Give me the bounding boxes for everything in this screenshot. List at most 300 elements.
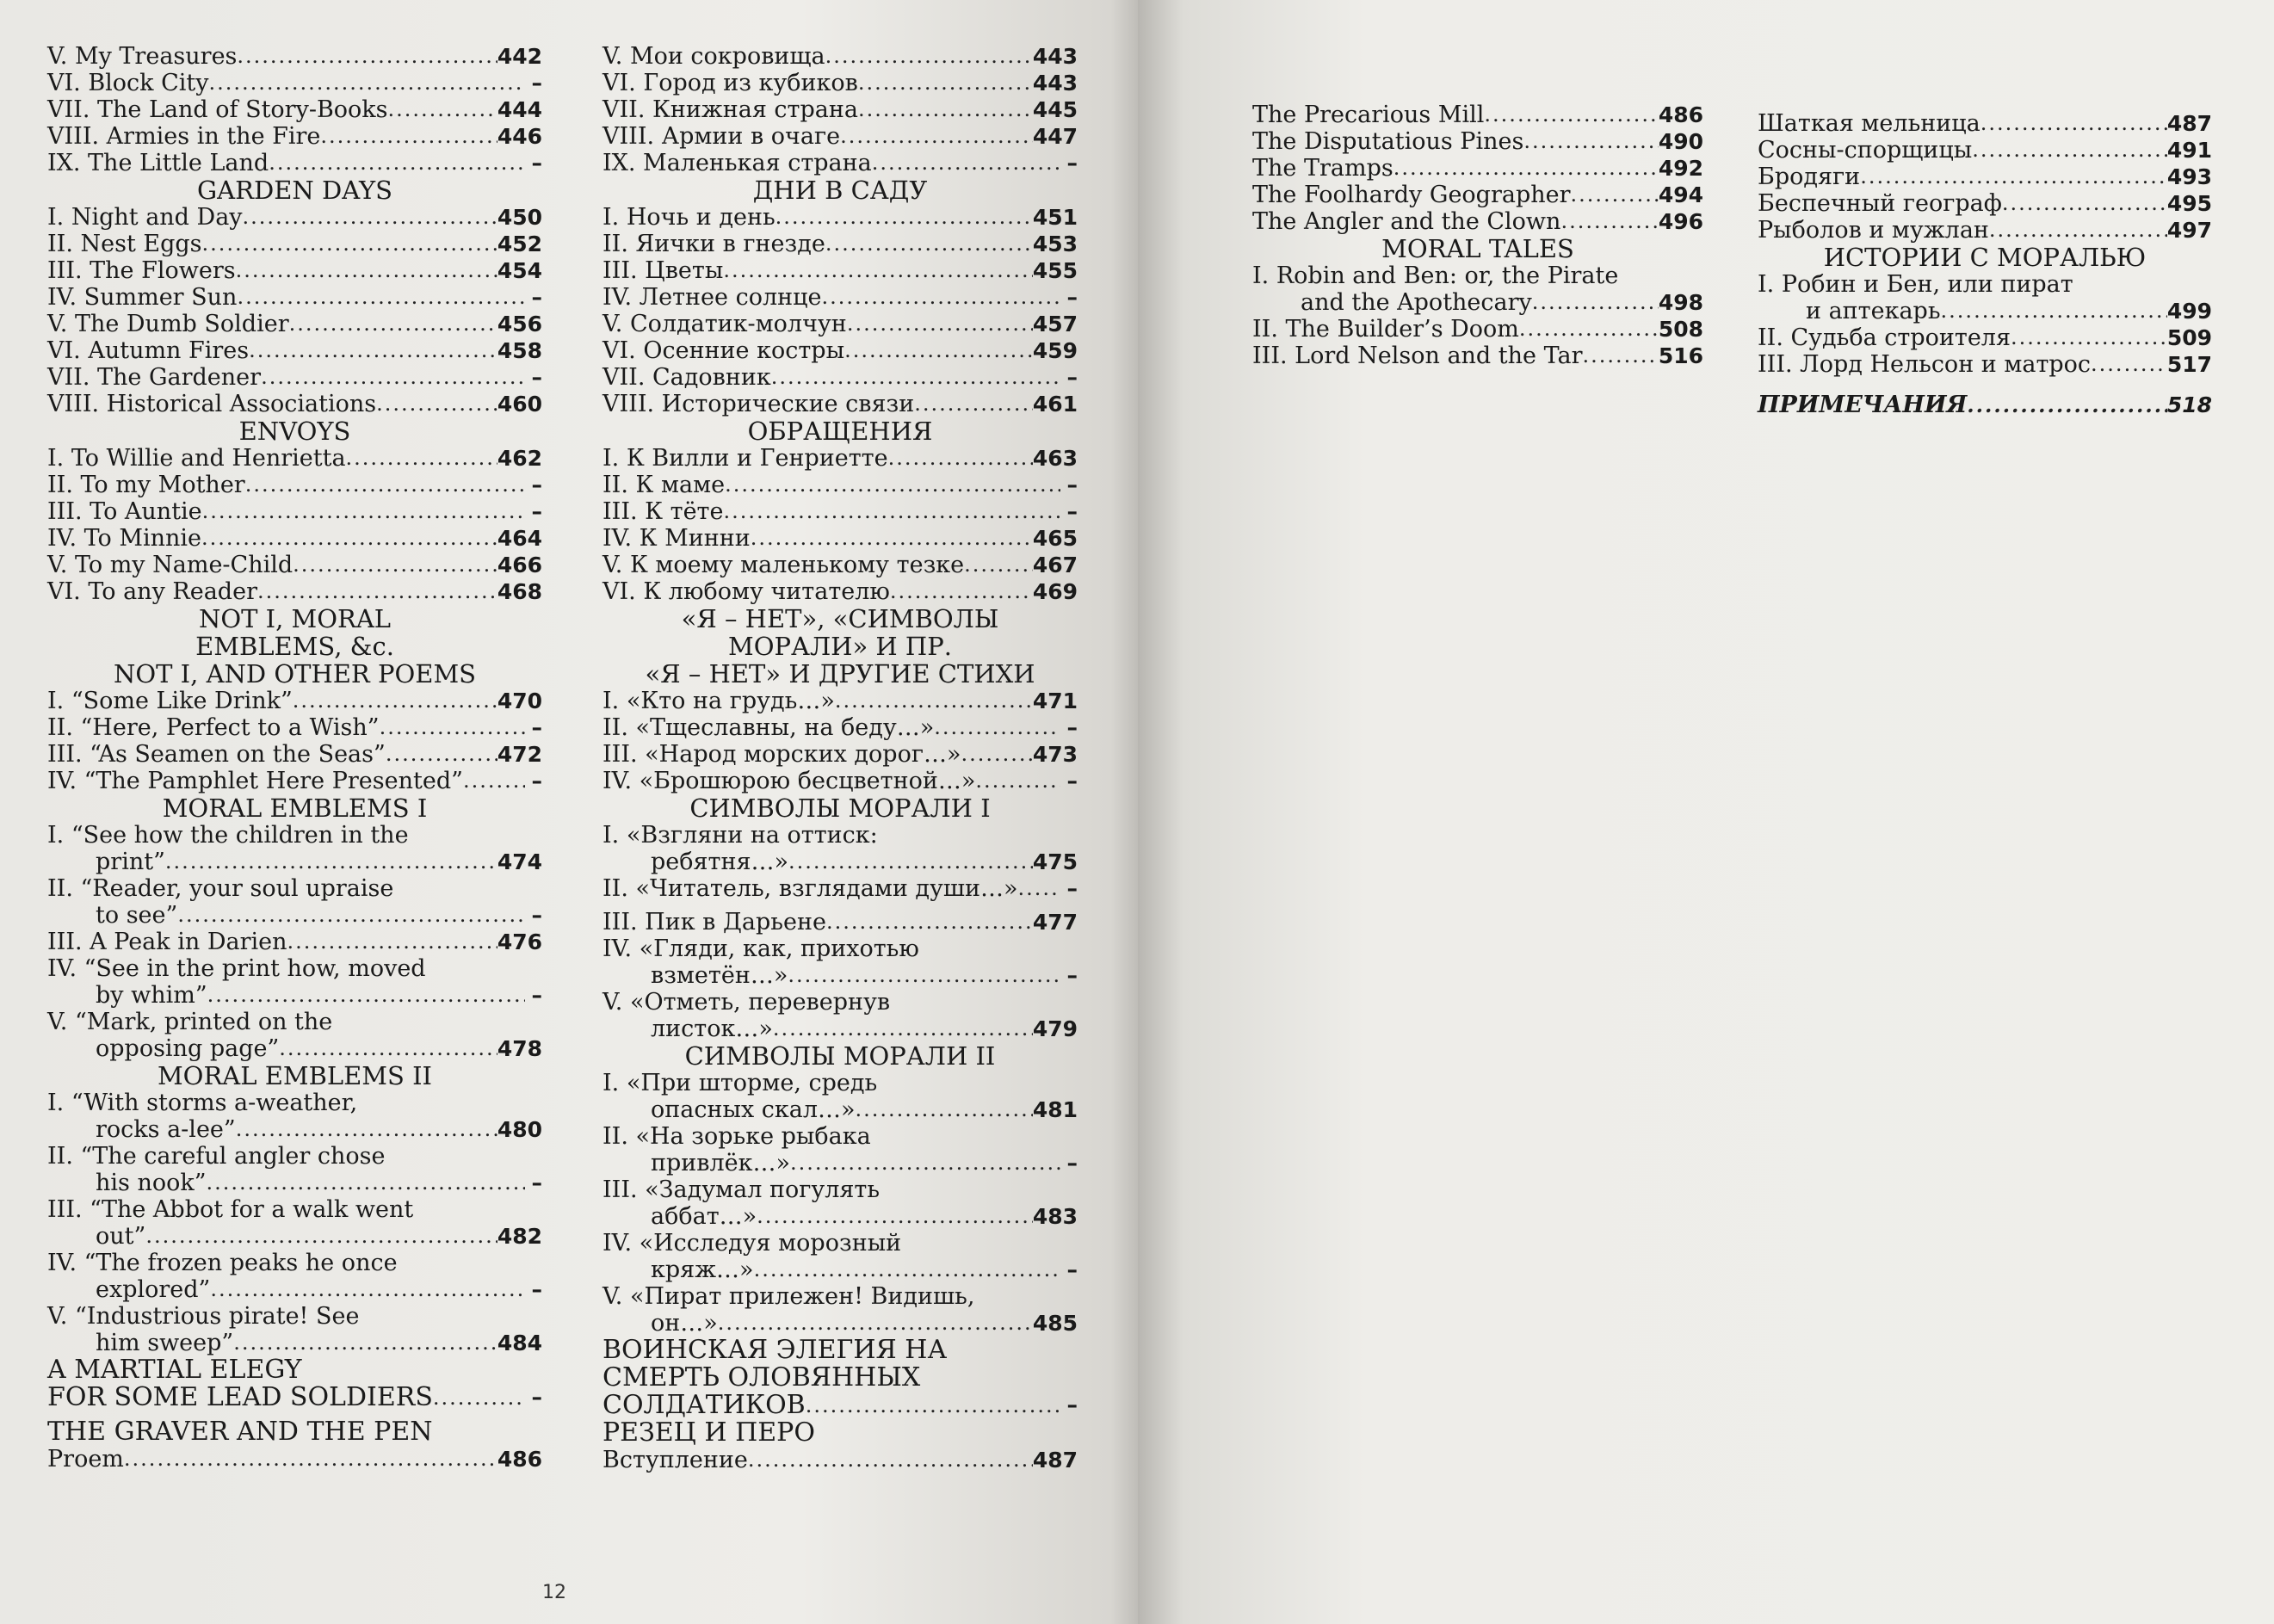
toc-page-number: 454 <box>497 258 542 283</box>
toc-entry-line <box>47 1250 542 1276</box>
toc-page-number: – <box>531 715 542 740</box>
dot-leader <box>293 688 497 714</box>
toc-entry-title: VII. The Gardener <box>47 364 262 391</box>
toc-entry <box>602 688 1078 714</box>
toc-page-number: – <box>531 903 542 928</box>
dot-leader <box>2091 351 2167 378</box>
dot-leader <box>821 284 1060 311</box>
toc-entry <box>602 525 1078 552</box>
toc-entry-title: II. To my Mother <box>47 472 245 498</box>
toc-page-number: – <box>531 1385 542 1410</box>
toc-page-number: 472 <box>497 742 542 767</box>
toc-entry <box>1252 102 1703 128</box>
toc-entry <box>1758 164 2212 190</box>
section-heading: MORAL EMBLEMS I <box>162 793 428 823</box>
dot-leader <box>380 714 525 741</box>
toc-entry-title: opposing page” <box>96 1035 280 1062</box>
toc-entry-title: III. The Flowers <box>47 257 236 284</box>
toc-entry <box>47 1170 542 1196</box>
dot-leader <box>257 578 497 605</box>
toc-entry-title: III. To Auntie <box>47 498 202 525</box>
section-heading: EMBLEMS, &c. <box>195 632 394 661</box>
toc-page-number: 485 <box>1032 1311 1078 1336</box>
toc-entry <box>1252 343 1703 369</box>
toc-entry <box>1758 190 2212 217</box>
toc-entry-title: привлёк…» <box>651 1150 790 1176</box>
toc-entry-title: VI. Город из кубиков <box>602 70 858 96</box>
toc-page-number: – <box>1066 1257 1078 1282</box>
toc-entry-title: II. Судьба строителя <box>1758 324 2011 351</box>
dot-leader <box>279 1035 497 1062</box>
toc-entry-title: II. The Builder’s Doom <box>1252 316 1519 343</box>
toc-entry <box>602 284 1078 311</box>
toc-entry-title: Шаткая мельница <box>1758 110 1980 137</box>
toc-entry <box>602 962 1078 989</box>
dot-leader <box>844 337 1033 364</box>
toc-entry-title: The Foolhardy Geographer <box>1252 182 1571 208</box>
dot-leader <box>806 1392 1060 1419</box>
toc-entry-title: III. “As Seamen on the Seas” <box>47 741 386 768</box>
toc-page-number: 459 <box>1032 338 1078 363</box>
toc-entry-title: опасных скал…» <box>651 1096 856 1123</box>
toc-entry <box>47 929 542 955</box>
toc-entry-title: The Precarious Mill <box>1252 102 1485 128</box>
dot-leader <box>346 445 497 472</box>
toc-page-number: – <box>531 71 542 96</box>
toc-entry <box>1252 128 1703 155</box>
toc-entry <box>602 364 1078 391</box>
toc-entry-title: his nook” <box>96 1170 207 1196</box>
toc-entry <box>602 1096 1078 1123</box>
toc-entry-title: IV. К Минни <box>602 525 751 552</box>
toc-entry <box>602 578 1078 605</box>
toc-page-number: 468 <box>497 579 542 604</box>
toc-entry <box>47 231 542 257</box>
toc-page-number: 477 <box>1032 910 1078 935</box>
toc-entry <box>602 552 1078 578</box>
dot-leader <box>872 150 1060 176</box>
toc-page-number: 493 <box>2166 164 2212 189</box>
dot-leader <box>1484 102 1658 128</box>
toc-entry-title: by whim” <box>96 982 207 1009</box>
toc-entry <box>47 902 542 929</box>
section-heading: СИМВОЛЫ МОРАЛИ II <box>684 1041 996 1071</box>
toc-entry-title: IX. The Little Land <box>47 150 269 176</box>
toc-entry <box>47 150 542 176</box>
toc-entry-title: VIII. Исторические связи <box>602 391 915 417</box>
toc-entry-title: VII. The Land of Story-Books <box>47 96 388 123</box>
toc-entry-line <box>602 822 1078 849</box>
toc-entry <box>1252 155 1703 182</box>
toc-entry <box>47 391 542 417</box>
toc-page-number: 450 <box>497 205 542 230</box>
toc-entry-title: II. “The careful angler chose <box>47 1143 386 1170</box>
toc-page-number: 469 <box>1032 579 1078 604</box>
toc-entry <box>602 391 1078 417</box>
dot-leader <box>269 150 525 176</box>
dot-leader <box>773 1016 1033 1042</box>
toc-page-number: 509 <box>2166 325 2212 350</box>
dot-leader <box>725 472 1060 498</box>
toc-entry <box>602 150 1078 176</box>
section-heading: СИМВОЛЫ МОРАЛИ I <box>689 793 991 823</box>
toc-entry-title: аббат…» <box>651 1203 757 1230</box>
toc-entry <box>602 231 1078 257</box>
dot-leader <box>202 231 497 257</box>
toc-entry-title: The Tramps <box>1252 155 1393 182</box>
toc-entry-title: II. «На зорьке рыбака <box>602 1123 871 1150</box>
toc-entry-title: II. “Reader, your soul upraise <box>47 875 394 902</box>
toc-entry <box>602 43 1078 70</box>
toc-page-number: 467 <box>1032 553 1078 577</box>
page-number: 12 <box>542 1582 566 1603</box>
dot-leader <box>1972 137 2167 164</box>
dot-leader <box>840 123 1033 150</box>
toc-entry-title: IV. Summer Sun <box>47 284 238 311</box>
toc-entry-line <box>47 822 542 849</box>
section-title: A MARTIAL ELEGY <box>47 1355 302 1385</box>
toc-entry-title: FOR SOME LEAD SOLDIERS <box>47 1382 433 1412</box>
toc-entry-title: ПРИМЕЧАНИЯ <box>1758 392 1968 418</box>
dot-leader <box>2011 324 2167 351</box>
toc-entry-title: The Disputatious Pines <box>1252 128 1524 155</box>
dot-leader <box>858 96 1033 123</box>
toc-entry-title: Вступление <box>602 1447 748 1473</box>
toc-entry-title: print” <box>96 849 165 875</box>
section-heading: МОРАЛИ» И ПР. <box>728 632 952 661</box>
toc-entry-title: V. The Dumb Soldier <box>47 311 289 337</box>
dot-leader <box>201 525 497 552</box>
toc-page-number: 480 <box>497 1117 542 1142</box>
toc-page-number: 460 <box>497 392 542 417</box>
toc-page-number: 470 <box>497 689 542 713</box>
toc-entry-line <box>602 1123 1078 1150</box>
toc-page-number: – <box>1066 285 1078 310</box>
toc-page-number: 486 <box>1658 102 1703 127</box>
toc-entry <box>47 525 542 552</box>
toc-entry-line <box>602 1070 1078 1096</box>
toc-entry <box>602 498 1078 525</box>
dot-leader <box>825 231 1033 257</box>
toc-page-number: 518 <box>2166 392 2212 417</box>
toc-entry-title: II. Nest Eggs <box>47 231 202 257</box>
toc-entry <box>602 849 1078 875</box>
toc-entry <box>47 768 542 794</box>
toc-page-number: 466 <box>497 553 542 577</box>
dot-leader <box>177 902 525 929</box>
toc-page-number: 461 <box>1032 392 1078 417</box>
section-heading: «Я – НЕТ» И ДРУГИЕ СТИХИ <box>645 659 1035 689</box>
dot-leader <box>376 391 497 417</box>
toc-page-number: 483 <box>1032 1204 1078 1229</box>
dot-leader <box>249 337 497 364</box>
toc-entry-line <box>602 1283 1078 1310</box>
toc-entry-title: him sweep” <box>96 1330 234 1356</box>
toc-entry <box>47 552 542 578</box>
dot-leader <box>790 1150 1060 1176</box>
toc-entry-title: II. «Тщеславны, на беду…» <box>602 714 935 741</box>
toc-entry <box>602 445 1078 472</box>
toc-entry-title: III. A Peak in Darien <box>47 929 287 955</box>
toc-entry <box>602 741 1078 768</box>
dot-leader <box>1532 289 1659 316</box>
dot-leader <box>245 472 525 498</box>
dot-leader <box>788 962 1060 989</box>
dot-leader <box>751 525 1033 552</box>
toc-page-number: 474 <box>497 849 542 874</box>
toc-page-number: – <box>1066 365 1078 390</box>
toc-entry-title: Бродяги <box>1758 164 1861 190</box>
toc-page-number: – <box>531 769 542 793</box>
dot-leader <box>210 1276 525 1303</box>
toc-entry <box>1252 208 1703 235</box>
toc-column-russian <box>602 43 1078 1473</box>
toc-page-number: 462 <box>497 446 542 471</box>
toc-entry-title: IV. «Исследуя морозный <box>602 1230 902 1257</box>
dot-leader <box>1989 217 2167 244</box>
toc-entry-title: V. Солдатик-молчун <box>602 311 847 337</box>
dot-leader <box>934 714 1060 741</box>
toc-page-number: – <box>531 499 542 524</box>
toc-entry-title: II. К маме <box>602 472 726 498</box>
toc-entry-title: Сосны-спорщицы <box>1758 137 1973 164</box>
toc-column-russian <box>1758 110 2212 418</box>
spacer <box>1758 378 2212 385</box>
toc-entry <box>47 498 542 525</box>
toc-page-number: – <box>1066 1151 1078 1176</box>
dot-leader <box>1519 316 1659 343</box>
toc-entry <box>602 1150 1078 1176</box>
toc-entry-line <box>47 875 542 902</box>
toc-entry <box>1252 289 1703 316</box>
toc-entry <box>47 1035 542 1062</box>
dot-leader <box>1860 164 2167 190</box>
toc-entry-title: I. «Взгляни на оттиск: <box>602 822 878 849</box>
toc-page-number: 445 <box>1032 97 1078 122</box>
toc-page-number: – <box>1066 1392 1078 1417</box>
toc-entry-title: III. Цветы <box>602 257 724 284</box>
dot-leader <box>236 1116 497 1143</box>
toc-entry <box>47 1276 542 1303</box>
dot-leader <box>1571 182 1659 208</box>
toc-entry-title: IV. “The frozen peaks he once <box>47 1250 398 1276</box>
dot-leader <box>975 768 1060 794</box>
toc-entry-title: он…» <box>651 1310 718 1337</box>
toc-entry <box>47 472 542 498</box>
toc-page-number: 458 <box>497 338 542 363</box>
dot-leader <box>718 1310 1033 1337</box>
section-heading: GARDEN DAYS <box>197 176 392 205</box>
toc-page-number: 457 <box>1032 312 1078 337</box>
toc-entry-line <box>47 1009 542 1035</box>
toc-entry-title: IV. To Minnie <box>47 525 202 552</box>
toc-entry-title: VIII. Historical Associations <box>47 391 377 417</box>
dot-leader <box>386 741 497 768</box>
toc-page-number: – <box>531 472 542 497</box>
toc-page-number: 498 <box>1658 290 1703 315</box>
dot-leader <box>463 768 525 794</box>
dot-leader <box>388 96 497 123</box>
toc-entry-title: I. «При шторме, средь <box>602 1070 878 1096</box>
toc-page-number: – <box>1066 769 1078 793</box>
section-heading: ENVOYS <box>238 417 351 446</box>
toc-page-number: 487 <box>2166 111 2212 136</box>
toc-entry <box>47 204 542 231</box>
toc-page-number: – <box>1066 715 1078 740</box>
toc-entry-title: СОЛДАТИКОВ <box>602 1390 806 1420</box>
dot-leader <box>723 498 1060 525</box>
dot-leader <box>237 284 525 311</box>
toc-page-number: 497 <box>2166 218 2212 243</box>
toc-entry-title: explored” <box>96 1276 211 1303</box>
toc-page-number: – <box>1066 876 1078 901</box>
toc-entry <box>1758 137 2212 164</box>
toc-entry-title: to see” <box>96 902 178 929</box>
toc-entry <box>1758 298 2212 324</box>
toc-entry <box>602 337 1078 364</box>
toc-entry-title: V. “Industrious pirate! See <box>47 1303 360 1330</box>
dot-leader <box>237 43 497 70</box>
toc-page-number: – <box>1066 472 1078 497</box>
toc-entry-title: IV. Летнее солнце <box>602 284 822 311</box>
toc-page-number: 481 <box>1032 1097 1078 1122</box>
section-title: РЕЗЕЦ И ПЕРО <box>602 1417 815 1448</box>
section-heading: «Я – НЕТ», «СИМВОЛЫ <box>681 604 999 633</box>
dot-leader <box>835 688 1033 714</box>
dot-leader <box>243 204 497 231</box>
dot-leader <box>207 1170 525 1196</box>
toc-page-number: 517 <box>2166 352 2212 377</box>
toc-entry-title: VIII. Армии в очаге <box>602 123 841 150</box>
toc-entry <box>47 578 542 605</box>
toc-page-number: 463 <box>1032 446 1078 471</box>
toc-entry <box>602 96 1078 123</box>
toc-page-number: 496 <box>1658 209 1703 234</box>
toc-entry-title: VI. Autumn Fires <box>47 337 250 364</box>
toc-entry <box>1252 316 1703 343</box>
toc-entry-title: и аптекарь <box>1806 298 1941 324</box>
toc-entry <box>47 445 542 472</box>
toc-page-number: 443 <box>1032 44 1078 69</box>
toc-entry <box>602 1447 1078 1473</box>
toc-entry-title: VI. To any Reader <box>47 578 257 605</box>
dot-leader <box>433 1384 525 1411</box>
dot-leader <box>1393 155 1659 182</box>
toc-page-number: 444 <box>497 97 542 122</box>
toc-entry-title: III. «Народ морских дорог…» <box>602 741 961 768</box>
toc-page-number: – <box>531 151 542 176</box>
toc-page-number: 446 <box>497 124 542 149</box>
toc-entry-title: I. Robin and Ben: or, the Pirate <box>1252 262 1619 289</box>
toc-entry-title: VIII. Armies in the Fire <box>47 123 321 150</box>
toc-entry-title: I. Night and Day <box>47 204 243 231</box>
dot-leader <box>2002 190 2167 217</box>
section-heading: NOT I, MORAL <box>198 604 392 633</box>
toc-page-number: 492 <box>1658 156 1703 181</box>
section-title: СМЕРТЬ ОЛОВЯННЫХ <box>602 1362 921 1392</box>
toc-entry-title: I. К Вилли и Генриетте <box>602 445 888 472</box>
toc-entry <box>47 741 542 768</box>
toc-entry-title: V. “Mark, printed on the <box>47 1009 333 1035</box>
toc-entry <box>47 688 542 714</box>
toc-entry <box>47 337 542 364</box>
toc-entry-title: V. «Отметь, перевернув <box>602 989 891 1016</box>
toc-entry-line <box>47 1090 542 1116</box>
toc-page-number: – <box>531 1170 542 1195</box>
toc-page-number: 464 <box>497 526 542 551</box>
toc-page-number: 452 <box>497 232 542 256</box>
toc-entry-title: V. «Пират прилежен! Видишь, <box>602 1283 975 1310</box>
spacer <box>602 902 1078 909</box>
toc-entry-title: III. Лорд Нельсон и матрос <box>1758 351 2092 378</box>
toc-entry <box>602 311 1078 337</box>
dot-leader <box>1018 875 1060 902</box>
toc-entry-line <box>47 1196 542 1223</box>
right-page <box>1138 0 2274 1624</box>
toc-page-number: – <box>531 365 542 390</box>
dot-leader <box>1967 392 2167 418</box>
dot-leader <box>961 741 1033 768</box>
toc-page-number: 442 <box>497 44 542 69</box>
dot-leader <box>847 311 1033 337</box>
toc-entry-line <box>47 955 542 982</box>
toc-page-number: 479 <box>1032 1016 1078 1041</box>
dot-leader <box>771 364 1060 391</box>
dot-leader <box>289 311 497 337</box>
toc-entry <box>602 257 1078 284</box>
toc-entry <box>47 1446 542 1473</box>
toc-entry-title: II. «Читатель, взглядами души…» <box>602 875 1018 902</box>
toc-page-number: 516 <box>1658 343 1703 368</box>
dot-leader <box>293 552 497 578</box>
toc-entry-title: VI. К любому читателю <box>602 578 890 605</box>
toc-page-number: – <box>531 983 542 1008</box>
toc-entry <box>602 714 1078 741</box>
dot-leader <box>754 1257 1060 1283</box>
toc-entry-title: II. Яички в гнезде <box>602 231 825 257</box>
toc-entry-title: кряж…» <box>651 1257 754 1283</box>
dot-leader <box>964 552 1033 578</box>
toc-page-number: 453 <box>1032 232 1078 256</box>
toc-entry <box>602 1310 1078 1337</box>
toc-entry-title: III. “The Abbot for a walk went <box>47 1196 414 1223</box>
toc-entry <box>1758 324 2212 351</box>
section-heading: ИСТОРИИ С МОРАЛЬЮ <box>1823 243 2147 272</box>
toc-page-number: 491 <box>2166 138 2212 163</box>
toc-entry <box>47 43 542 70</box>
dot-leader <box>788 849 1033 875</box>
toc-entry-title: Беспечный географ <box>1758 190 2002 217</box>
dot-leader <box>165 849 497 875</box>
section-heading: MORAL TALES <box>1381 234 1574 263</box>
toc-page-number: 508 <box>1658 317 1703 342</box>
toc-entry-title: III. Lord Nelson and the Tar <box>1252 343 1583 369</box>
toc-page-number: 495 <box>2166 191 2212 216</box>
toc-page-number: 478 <box>497 1036 542 1061</box>
toc-page-number: – <box>1066 499 1078 524</box>
toc-entry <box>602 1016 1078 1042</box>
dot-leader <box>124 1446 497 1473</box>
toc-page-number: – <box>531 1277 542 1302</box>
toc-page-number: 471 <box>1032 689 1078 713</box>
toc-entry-title: V. My Treasures <box>47 43 238 70</box>
dot-leader <box>1583 343 1659 369</box>
toc-entry <box>1252 182 1703 208</box>
dot-leader <box>1560 208 1658 235</box>
toc-entry <box>602 472 1078 498</box>
toc-entry-title: Proem <box>47 1446 124 1473</box>
toc-entry <box>47 1384 542 1411</box>
